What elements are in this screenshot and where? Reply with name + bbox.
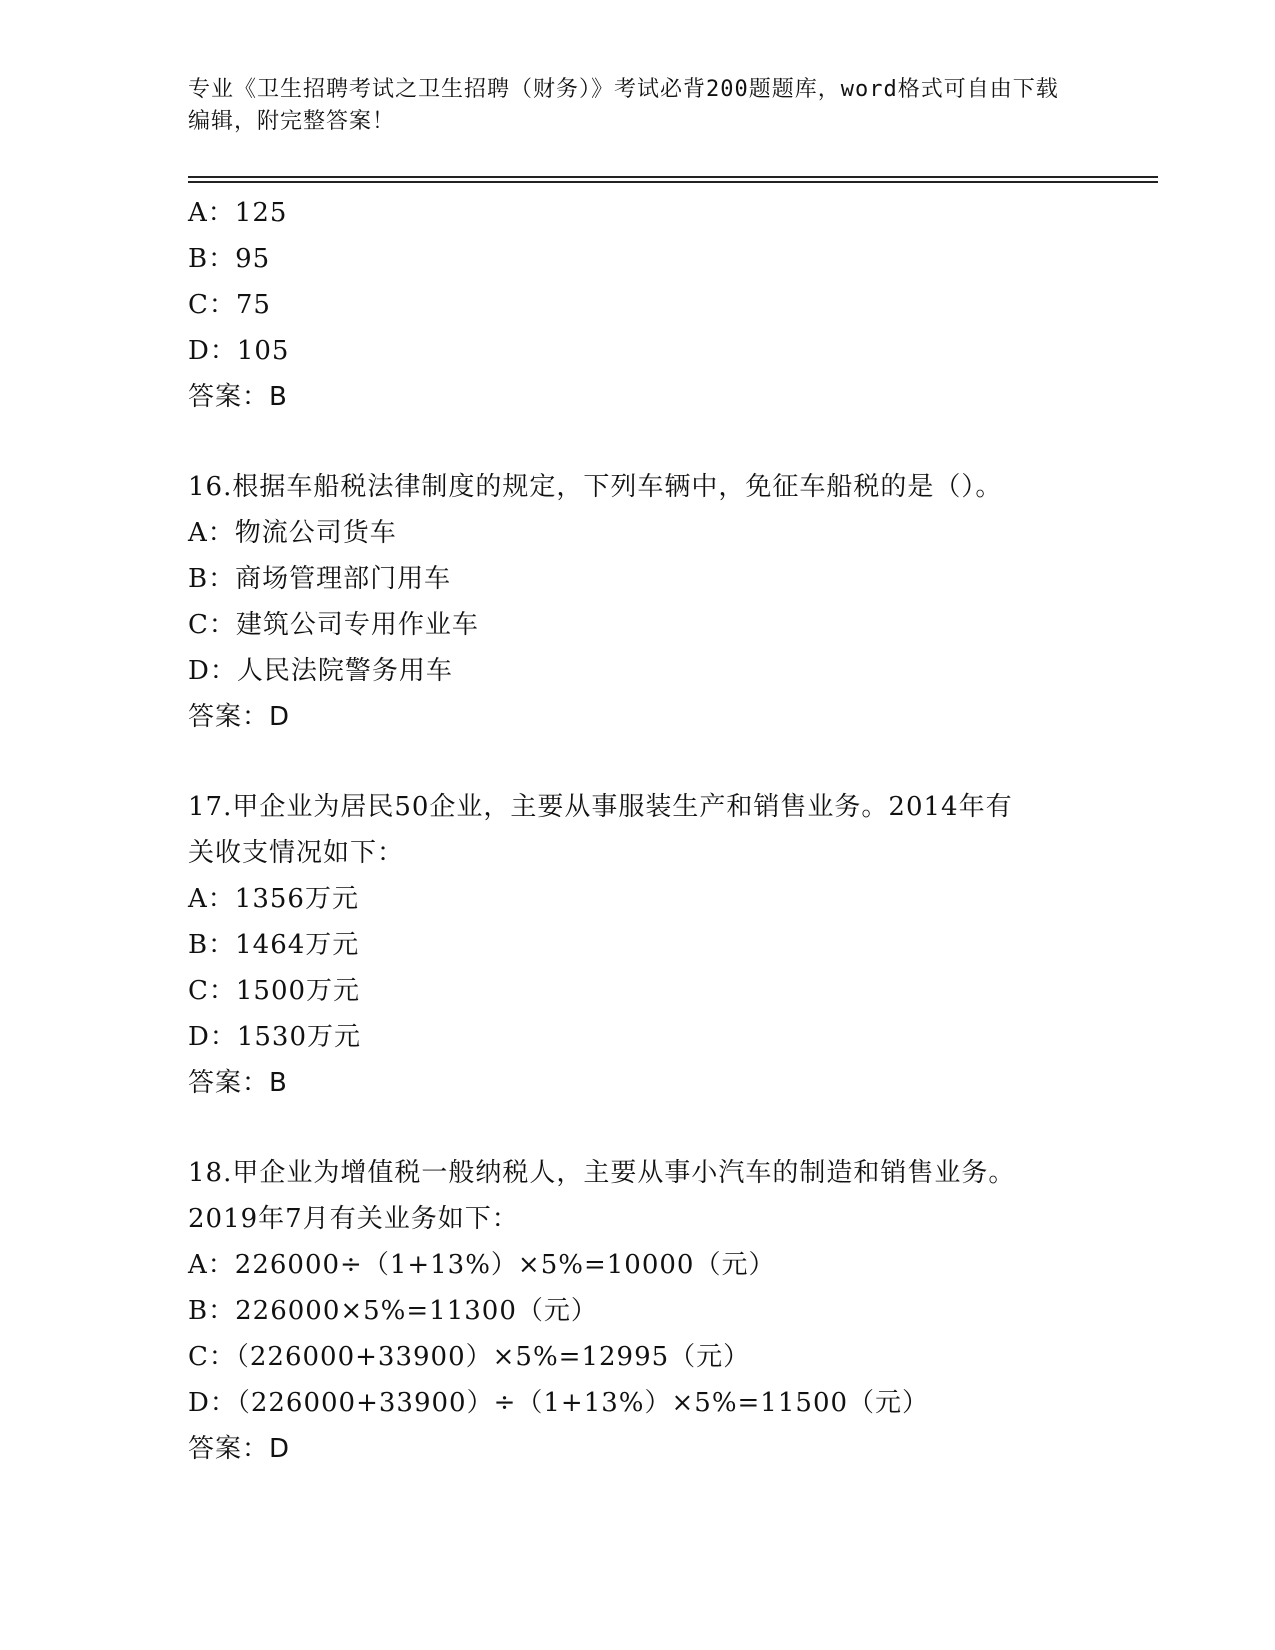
header-rule-top xyxy=(188,176,1158,178)
question-stem-line-1: 17.甲企业为居民50企业，主要从事服装生产和销售业务。2014年有 xyxy=(188,792,1013,822)
question-stem-line-2: 关收支情况如下： xyxy=(188,838,405,868)
option-d: D：1530万元 xyxy=(188,1022,362,1052)
option-c: C：75 xyxy=(188,290,271,320)
question-stem-line-2: 2019年7月有关业务如下： xyxy=(188,1204,519,1234)
spacer xyxy=(188,1106,1088,1150)
option-c: C：建筑公司专用作业车 xyxy=(188,610,479,640)
answer: 答案：B xyxy=(188,1068,288,1098)
answer: 答案：D xyxy=(188,1434,291,1464)
option-b: B：1464万元 xyxy=(188,930,360,960)
option-d: D：（226000+33900）÷（1+13%）×5%=11500（元） xyxy=(188,1388,930,1418)
question-16 xyxy=(188,464,1088,740)
document-header: 专业《卫生招聘考试之卫生招聘（财务）》考试必背200题题库，word格式可自由下载编辑，附完整答案！ xyxy=(188,77,1059,134)
spacer xyxy=(188,740,1088,784)
question-18 xyxy=(188,1150,1088,1472)
answer: 答案：D xyxy=(188,702,291,732)
option-b: B：95 xyxy=(188,244,271,274)
option-a: A：物流公司货车 xyxy=(188,518,397,548)
option-c: C：1500万元 xyxy=(188,976,361,1006)
question-list xyxy=(188,190,1088,1472)
option-a: A：1356万元 xyxy=(188,884,359,914)
question-stem-line-1: 18.甲企业为增值税一般纳税人，主要从事小汽车的制造和销售业务。 xyxy=(188,1158,1016,1188)
question-15 xyxy=(188,190,1088,420)
option-a: A：125 xyxy=(188,198,288,228)
option-a: A：226000÷（1+13%）×5%=10000（元） xyxy=(188,1250,776,1280)
header-rule-bottom xyxy=(188,181,1158,183)
spacer xyxy=(188,420,1088,464)
option-d: D：105 xyxy=(188,336,290,366)
option-b: B：商场管理部门用车 xyxy=(188,564,452,594)
question-17 xyxy=(188,784,1088,1106)
question-stem: 16.根据车船税法律制度的规定，下列车辆中，免征车船税的是（）。 xyxy=(188,472,1003,502)
option-c: C：（226000+33900）×5%=12995（元） xyxy=(188,1342,751,1372)
answer: 答案：B xyxy=(188,382,288,412)
option-d: D：人民法院警务用车 xyxy=(188,656,453,686)
option-b: B：226000×5%=11300（元） xyxy=(188,1296,598,1326)
